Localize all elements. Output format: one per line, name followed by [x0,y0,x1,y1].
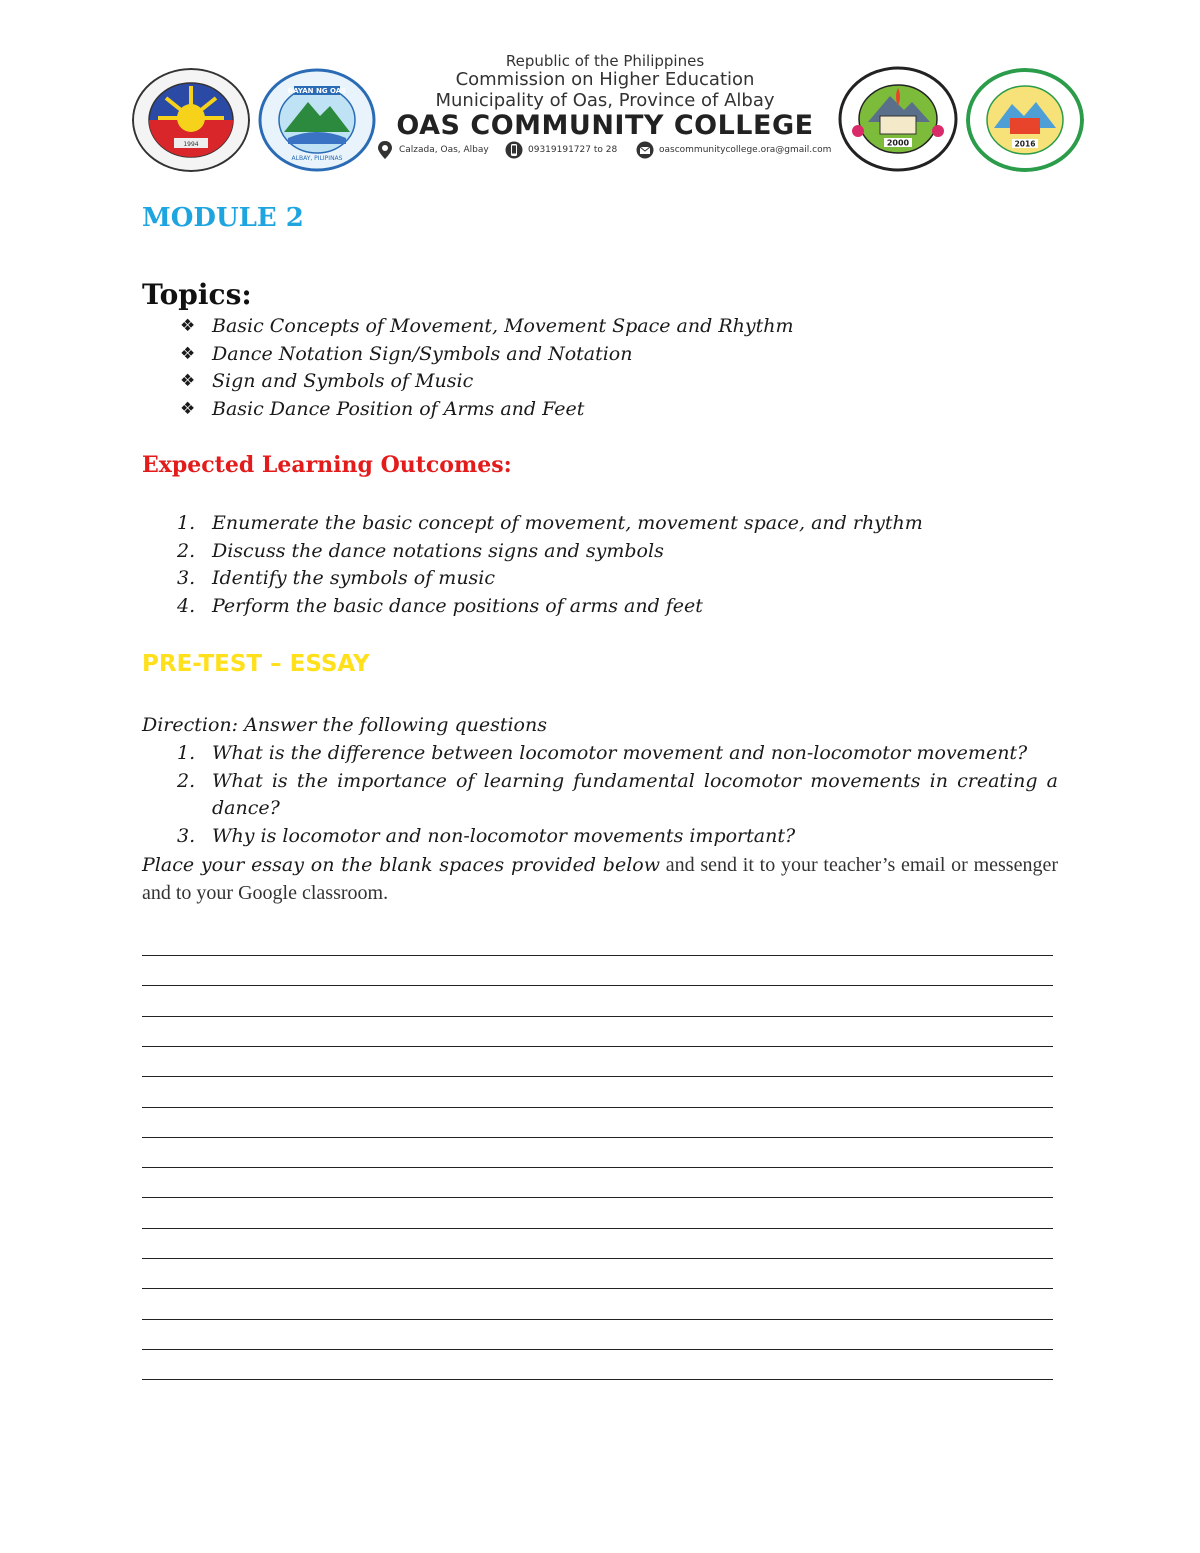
topic-text: Basic Concepts of Movement, Movement Space and Rhythm [212,315,794,337]
outcome-text: Discuss the dance notations signs and symbols [212,539,664,562]
module-title: MODULE 2 [142,203,304,233]
svg-text:ALBAY, PILIPINAS: ALBAY, PILIPINAS [291,155,343,162]
topics-heading: Topics: [142,278,252,311]
question-text: Why is locomotor and non-locomotor movements important? [212,824,796,847]
header-ched: Commission on Higher Education [455,69,755,90]
diamond-bullet-icon: ❖ [180,316,196,336]
diamond-bullet-icon: ❖ [180,371,196,391]
oas-municipal-seal-logo [258,68,376,172]
college-name: OAS COMMUNITY COLLEGE [396,110,814,141]
essay-instruction [142,851,1058,907]
answer-line[interactable] [142,1379,1053,1380]
pretest-heading: PRE-TEST – ESSAY [142,651,370,677]
instruction-rest: and send it to your teacher’s email or messenger and to your Google classroom. [142,854,1058,904]
answer-line[interactable] [142,1319,1053,1320]
occ-seal-logo [838,66,958,172]
answer-line[interactable] [142,1349,1053,1350]
topics-list [142,313,794,423]
outcomes-list [142,510,923,620]
answer-line[interactable] [142,1076,1053,1077]
answer-line[interactable] [142,1046,1053,1047]
list-item: 1. Enumerate the basic concept of movement, movement space, and rhythm [177,512,923,534]
location-pin-icon [376,140,394,160]
answer-line[interactable] [142,955,1053,956]
diamond-bullet-icon: ❖ [180,343,196,364]
answer-line[interactable] [142,1197,1053,1198]
pretest-questions [142,740,1058,850]
email-icon [636,140,654,160]
question-text: What is the difference between locomotor movement and non-locomotor movement? [212,742,1028,764]
list-item: 3. Identify the symbols of music [177,567,496,589]
outcome-text: Identify the symbols of music [212,567,496,589]
topic-text: Dance Notation Sign/Symbols and Notation [212,342,633,365]
topic-text: Sign and Symbols of Music [212,370,474,392]
header-republic: Republic of the Philippines [505,52,705,70]
address-text: Calzada, Oas, Albay [399,145,489,155]
answer-line[interactable] [142,1107,1053,1108]
svg-text:2000: 2000 [886,138,910,148]
list-item: 2. Discuss the dance notations signs and symbols [177,539,664,562]
answer-line[interactable] [142,1137,1053,1138]
svg-text:1994: 1994 [183,141,199,148]
answer-line[interactable] [142,1288,1053,1289]
contact-email [636,140,831,160]
contact-address [376,140,489,160]
svg-text:2016: 2016 [1014,139,1036,149]
outcome-text: Perform the basic dance positions of arms and feet [212,594,703,617]
answer-line[interactable] [142,1016,1053,1017]
shs-seal-logo [966,68,1084,172]
list-item: 3. Why is locomotor and non-locomotor movements important? [177,824,796,847]
pretest-direction: Direction: Answer the following questions [142,714,547,736]
outcome-text: Enumerate the basic concept of movement, movement space, and rhythm [212,512,923,534]
instruction-italic: Place your essay on the blank spaces provided below [142,854,660,876]
list-item [142,368,794,396]
topic-text: Basic Dance Position of Arms and Feet [212,397,585,420]
answer-line[interactable] [142,1167,1053,1168]
list-item [142,313,794,341]
ched-seal-logo [132,68,250,172]
outcomes-heading: Expected Learning Outcomes: [142,452,512,478]
list-item: 2. What is the importance of learning fundamental locomotor movements in creating a dance? [177,769,1058,819]
answer-line[interactable] [142,1258,1053,1259]
phone-icon [505,140,523,160]
list-item: 1. What is the difference between locomotor movement and non-locomotor movement? [177,742,1028,764]
question-text: What is the importance of learning fundamental locomotor movements in creating a dance? [212,769,1058,819]
email-text: oascommunitycollege.ora@gmail.com [659,145,832,155]
list-item: 4. Perform the basic dance positions of arms and feet [177,594,703,617]
list-item [142,341,794,369]
phone-text: 09319191727 to 28 [528,145,618,155]
diamond-bullet-icon: ❖ [180,398,196,419]
header-municipality: Municipality of Oas, Province of Albay [435,90,775,111]
answer-line[interactable] [142,985,1053,986]
svg-text:BAYAN NG OAS: BAYAN NG OAS [287,87,347,95]
answer-line[interactable] [142,1228,1053,1229]
contact-phone [505,140,617,160]
list-item [142,396,794,424]
